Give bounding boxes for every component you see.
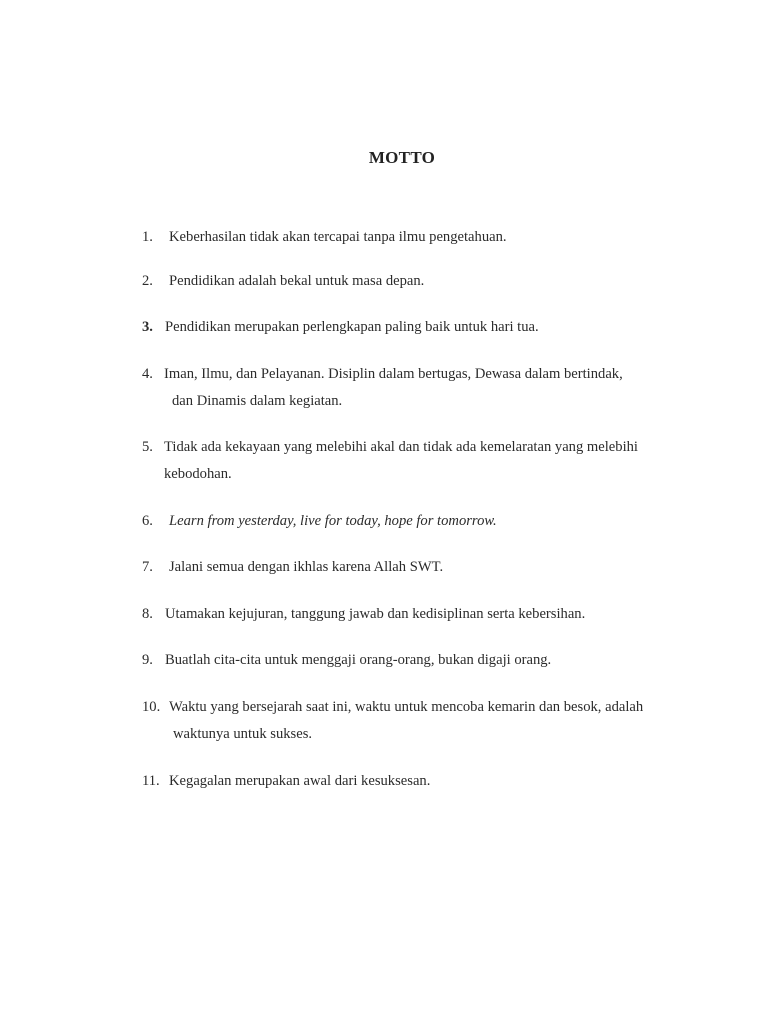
item-text: Learn from yesterday, live for today, hope for tomorrow. bbox=[169, 513, 497, 529]
item-text: Jalani semua dengan ikhlas karena Allah SWT. bbox=[169, 559, 444, 575]
item-number: 7. bbox=[142, 559, 153, 575]
item-number: 4. bbox=[142, 366, 153, 382]
page-title: MOTTO bbox=[368, 148, 436, 167]
item-text-continued: waktunya untuk sukses. bbox=[173, 726, 313, 742]
item-number: 8. bbox=[142, 606, 153, 622]
item-text: Pendidikan adalah bekal untuk masa depan. bbox=[169, 273, 425, 289]
item-text: Keberhasilan tidak akan tercapai tanpa ilmu pengetahuan. bbox=[169, 229, 507, 245]
item-number: 11. bbox=[142, 773, 160, 789]
item-text: Tidak ada kekayaan yang melebihi akal dan tidak ada kemelaratan yang melebihi bbox=[164, 439, 638, 455]
item-text-continued: kebodohan. bbox=[164, 466, 232, 482]
item-number: 2. bbox=[142, 273, 153, 289]
item-text: Waktu yang bersejarah saat ini, waktu untuk mencoba kemarin dan besok, adalah bbox=[169, 699, 644, 715]
item-number: 6. bbox=[142, 513, 153, 529]
item-number: 3. bbox=[142, 319, 153, 335]
item-number: 10. bbox=[142, 699, 161, 715]
item-number: 9. bbox=[142, 652, 153, 668]
item-text-continued: dan Dinamis dalam kegiatan. bbox=[172, 393, 343, 409]
item-text: Iman, Ilmu, dan Pelayanan. Disiplin dalam bertugas, Dewasa dalam bertindak, bbox=[164, 366, 623, 382]
item-number: 5. bbox=[142, 439, 153, 455]
item-text: Buatlah cita-cita untuk menggaji orang-orang, bukan digaji orang. bbox=[165, 652, 552, 668]
item-text: Kegagalan merupakan awal dari kesuksesan. bbox=[169, 773, 431, 789]
item-text: Pendidikan merupakan perlengkapan paling baik untuk hari tua. bbox=[165, 319, 539, 335]
item-text: Utamakan kejujuran, tanggung jawab dan kedisiplinan serta kebersihan. bbox=[165, 606, 586, 622]
item-number: 1. bbox=[142, 229, 153, 245]
